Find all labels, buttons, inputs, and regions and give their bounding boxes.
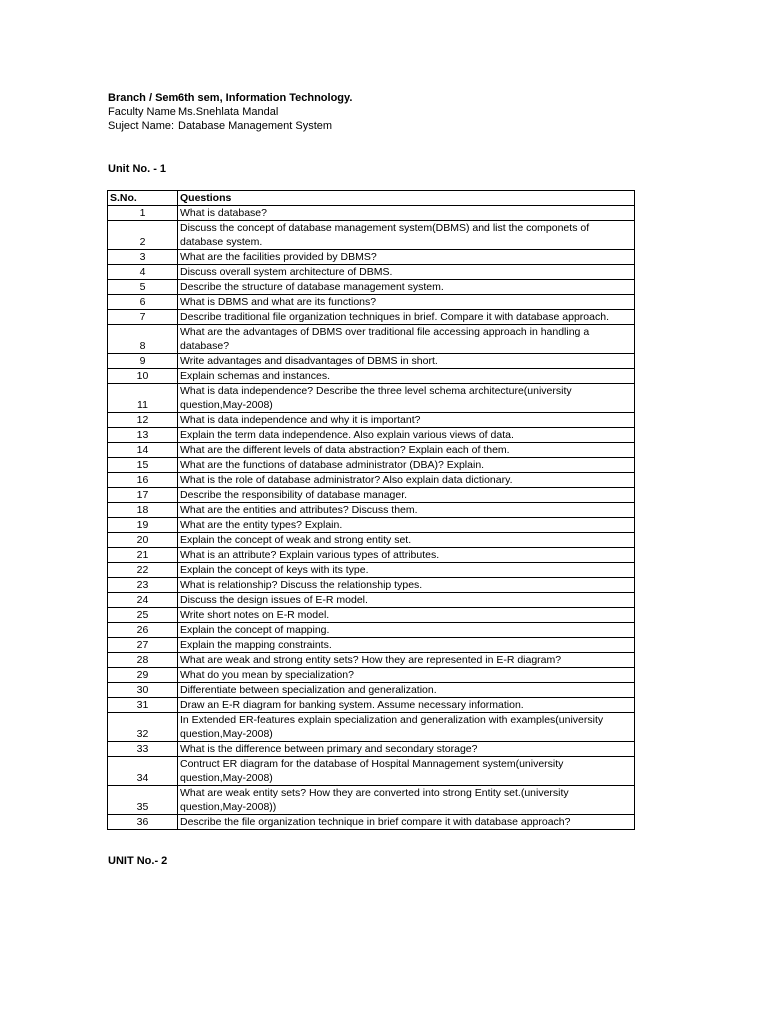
serial-number: 12	[108, 413, 178, 428]
serial-number: 16	[108, 473, 178, 488]
question-text: Discuss the concept of database management system(DBMS) and list the componets of database system.	[178, 221, 635, 250]
question-text: Explain the concept of keys with its type.	[178, 563, 635, 578]
serial-number: 28	[108, 653, 178, 668]
question-text: Write advantages and disadvantages of DBMS in short.	[178, 354, 635, 369]
faculty-value: Ms.Snehlata Mandal	[178, 106, 279, 118]
serial-number: 23	[108, 578, 178, 593]
question-text: What are weak entity sets? How they are converted into strong Entity set.(university question,May-2008))	[178, 786, 635, 815]
faculty-line	[108, 105, 278, 119]
serial-number: 2	[108, 221, 178, 250]
serial-number: 27	[108, 638, 178, 653]
table-row	[108, 310, 635, 325]
table-row	[108, 413, 635, 428]
table-row	[108, 458, 635, 473]
serial-number: 26	[108, 623, 178, 638]
table-row	[108, 638, 635, 653]
branch-value: 6th sem, Information Technology.	[178, 92, 353, 104]
question-text: Contruct ER diagram for the database of Hospital Mannagement system(university question,May-2008)	[178, 757, 635, 786]
serial-number: 36	[108, 815, 178, 830]
table-row	[108, 563, 635, 578]
serial-number: 11	[108, 384, 178, 413]
subject-value: Database Management System	[178, 120, 333, 132]
table-row	[108, 488, 635, 503]
table-row	[108, 265, 635, 280]
serial-number: 35	[108, 786, 178, 815]
table-row	[108, 578, 635, 593]
question-text: Explain the mapping constraints.	[178, 638, 635, 653]
sno-header: S.No.	[108, 191, 178, 206]
questions-body	[108, 206, 635, 830]
unit-1-title: Unit No. - 1	[108, 163, 167, 175]
serial-number: 32	[108, 713, 178, 742]
table-row	[108, 250, 635, 265]
table-row	[108, 623, 635, 638]
serial-number: 3	[108, 250, 178, 265]
serial-number: 25	[108, 608, 178, 623]
question-text: Differentiate between specialization and generalization.	[178, 683, 635, 698]
question-text: What are weak and strong entity sets? How they are represented in E-R diagram?	[178, 653, 635, 668]
serial-number: 15	[108, 458, 178, 473]
table-row	[108, 713, 635, 742]
question-text: What is data independence and why it is important?	[178, 413, 635, 428]
question-text: What are the different levels of data abstraction? Explain each of them.	[178, 443, 635, 458]
table-row	[108, 786, 635, 815]
question-text: Explain schemas and instances.	[178, 369, 635, 384]
serial-number: 6	[108, 295, 178, 310]
question-text: Write short notes on E-R model.	[178, 608, 635, 623]
serial-number: 9	[108, 354, 178, 369]
question-text: Explain the concept of mapping.	[178, 623, 635, 638]
question-text: Discuss overall system architecture of DBMS.	[178, 265, 635, 280]
question-text: What are the facilities provided by DBMS?	[178, 250, 635, 265]
serial-number: 5	[108, 280, 178, 295]
table-row	[108, 742, 635, 757]
table-row	[108, 815, 635, 830]
question-text: What is database?	[178, 206, 635, 221]
serial-number: 30	[108, 683, 178, 698]
question-text: In Extended ER-features explain specialization and generalization with examples(university question,May-2008)	[178, 713, 635, 742]
serial-number: 29	[108, 668, 178, 683]
questions-header: Questions	[178, 191, 635, 206]
question-text: Describe the responsibility of database manager.	[178, 488, 635, 503]
table-row	[108, 443, 635, 458]
serial-number: 24	[108, 593, 178, 608]
question-text: What is relationship? Discuss the relationship types.	[178, 578, 635, 593]
question-text: Describe traditional file organization techniques in brief. Compare it with database approach.	[178, 310, 635, 325]
table-row	[108, 757, 635, 786]
question-text: What is the role of database administrator? Also explain data dictionary.	[178, 473, 635, 488]
serial-number: 22	[108, 563, 178, 578]
serial-number: 14	[108, 443, 178, 458]
serial-number: 20	[108, 533, 178, 548]
serial-number: 19	[108, 518, 178, 533]
question-text: What are the entity types? Explain.	[178, 518, 635, 533]
table-row	[108, 354, 635, 369]
questions-table	[107, 190, 635, 830]
subject-line	[108, 119, 332, 133]
table-row	[108, 518, 635, 533]
serial-number: 10	[108, 369, 178, 384]
question-text: Describe the structure of database management system.	[178, 280, 635, 295]
serial-number: 17	[108, 488, 178, 503]
serial-number: 31	[108, 698, 178, 713]
branch-line	[108, 91, 352, 105]
table-row	[108, 206, 635, 221]
table-row	[108, 698, 635, 713]
table-row	[108, 473, 635, 488]
table-row	[108, 653, 635, 668]
question-text: What are the advantages of DBMS over traditional file accessing approach in handling a database?	[178, 325, 635, 354]
question-text: Explain the concept of weak and strong entity set.	[178, 533, 635, 548]
table-row	[108, 384, 635, 413]
table-row	[108, 533, 635, 548]
serial-number: 7	[108, 310, 178, 325]
serial-number: 4	[108, 265, 178, 280]
serial-number: 34	[108, 757, 178, 786]
table-row	[108, 683, 635, 698]
table-row	[108, 221, 635, 250]
subject-label: Suject Name:	[108, 120, 175, 132]
table-row	[108, 548, 635, 563]
serial-number: 33	[108, 742, 178, 757]
table-row	[108, 503, 635, 518]
table-row	[108, 295, 635, 310]
serial-number: 13	[108, 428, 178, 443]
unit-2-title: UNIT No.- 2	[108, 855, 168, 867]
question-text: What are the entities and attributes? Discuss them.	[178, 503, 635, 518]
question-text: Describe the file organization technique in brief compare it with database approach?	[178, 815, 635, 830]
question-text: What is an attribute? Explain various types of attributes.	[178, 548, 635, 563]
table-row	[108, 369, 635, 384]
question-text: What do you mean by specialization?	[178, 668, 635, 683]
question-text: What is data independence? Describe the three level schema architecture(university question,May-2008)	[178, 384, 635, 413]
faculty-label: Faculty Name	[108, 106, 176, 118]
table-row	[108, 280, 635, 295]
question-text: What is the difference between primary and secondary storage?	[178, 742, 635, 757]
serial-number: 21	[108, 548, 178, 563]
table-header-row	[108, 191, 635, 206]
question-text: What are the functions of database administrator (DBA)? Explain.	[178, 458, 635, 473]
question-text: Draw an E-R diagram for banking system. Assume necessary information.	[178, 698, 635, 713]
serial-number: 8	[108, 325, 178, 354]
table-row	[108, 668, 635, 683]
serial-number: 1	[108, 206, 178, 221]
question-text: What is DBMS and what are its functions?	[178, 295, 635, 310]
table-row	[108, 608, 635, 623]
branch-label: Branch / Sem	[108, 92, 178, 104]
table-row	[108, 593, 635, 608]
question-text: Discuss the design issues of E-R model.	[178, 593, 635, 608]
serial-number: 18	[108, 503, 178, 518]
table-row	[108, 428, 635, 443]
table-row	[108, 325, 635, 354]
question-text: Explain the term data independence. Also explain various views of data.	[178, 428, 635, 443]
